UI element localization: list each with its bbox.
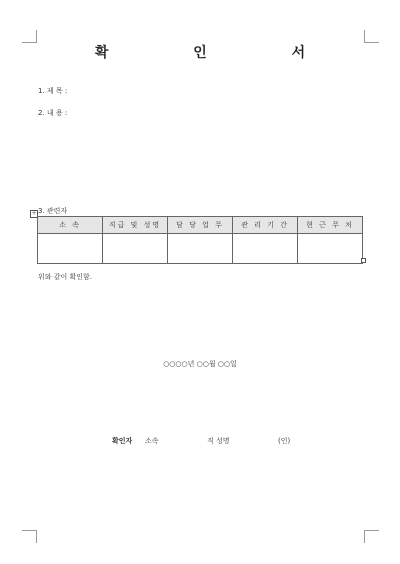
table-cell[interactable] — [168, 234, 233, 264]
table-cell[interactable] — [298, 234, 363, 264]
table-cell[interactable] — [38, 234, 103, 264]
table-resize-handle[interactable] — [361, 258, 366, 263]
column-header-duty: 담 당 업 무 — [168, 217, 233, 234]
confirmer-label: 확인자 — [112, 437, 133, 445]
table-anchor-icon[interactable]: + — [31, 210, 37, 217]
date-line: ○○○○년 ○○월 ○○일 — [163, 360, 237, 368]
page-corner-mark-bottom-left — [22, 530, 37, 543]
related-persons-table — [37, 216, 363, 264]
page-corner-mark-bottom-right — [364, 530, 379, 543]
seal-mark: (인) — [278, 437, 291, 445]
related-persons-heading: 3. 관련자 — [38, 207, 68, 215]
confirmer-affiliation-label: 소속 — [145, 437, 159, 445]
table-header-row — [38, 217, 363, 234]
column-header-rank-name: 직급 및 성명 — [103, 217, 168, 234]
subject-field-label: 1. 제 목 : — [38, 87, 68, 95]
confirmer-name-label: 직 성명 — [207, 437, 230, 445]
table-row — [38, 234, 363, 264]
column-header-period: 관 리 기 간 — [233, 217, 298, 234]
column-header-affiliation: 소 속 — [38, 217, 103, 234]
confirmation-statement: 위와 같이 확인함. — [38, 273, 93, 281]
document-title: 확 인 서 — [94, 45, 346, 61]
table-cell[interactable] — [103, 234, 168, 264]
content-field-label: 2. 내 용 : — [38, 109, 68, 117]
table-cell[interactable] — [233, 234, 298, 264]
column-header-current-workplace: 현 근 무 처 — [298, 217, 363, 234]
